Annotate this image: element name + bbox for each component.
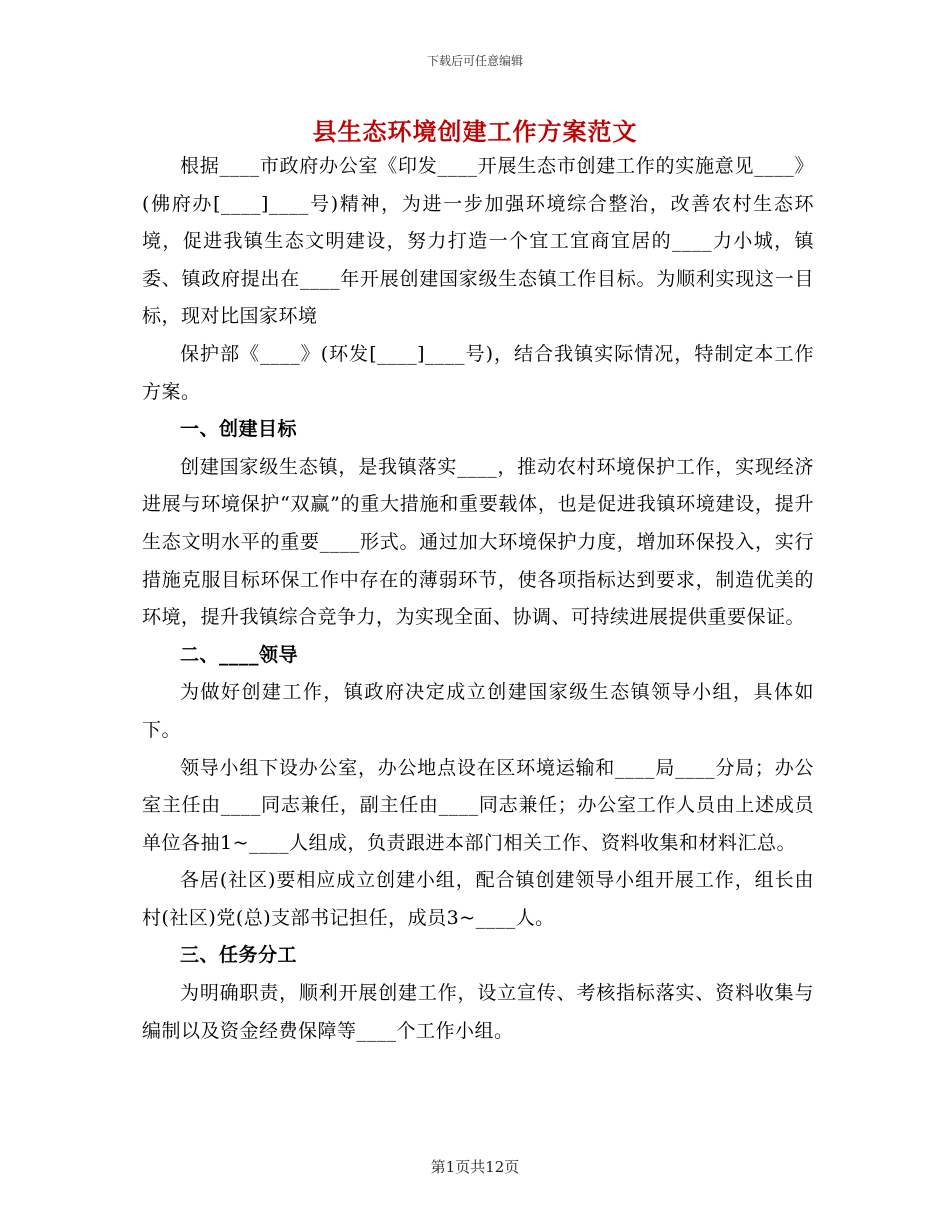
- section-tasks-paragraph-1: 为明确职责，顺利开展创建工作，设立宣传、考核指标落实、资料收集与编制以及资金经费保障等____个工作小组。: [142, 982, 814, 1042]
- document-title: 县生态环境创建工作方案范文: [312, 117, 638, 146]
- section-heading-tasks: 三、任务分工: [180, 944, 298, 967]
- intro-paragraph-1: 根据____市政府办公室《印发____开展生态市创建工作的实施意见____》(佛府办[____]____号)精神，为进一步加强环境综合整治，改善农村生态环境，促进我镇生态文明建设，努力打造一个宜工宜商宜居的____力小城，镇委、镇政府提出在____年开展创建国家级生态镇工作目标。为顺利实现这一目标，现对比国家环境: [142, 155, 814, 328]
- page-footer: 第1页共12页: [430, 1158, 520, 1176]
- section-heading-leadership: 二、____领导: [180, 643, 299, 666]
- section-heading-goal: 一、创建目标: [180, 418, 298, 441]
- section-leadership-paragraph-1: 为做好创建工作，镇政府决定成立创建国家级生态镇领导小组，具体如下。: [142, 681, 814, 741]
- intro-paragraph-2: 保护部《____》(环发[____]____号)，结合我镇实际情况，特制定本工作方案。: [142, 342, 814, 403]
- document-body: [142, 148, 814, 1050]
- header-note: 下载后可任意编辑: [426, 54, 523, 68]
- section-leadership-paragraph-3: 各居(社区)要相应成立创建小组，配合镇创建领导小组开展工作，组长由村(社区)党(总)支部书记担任，成员3~____人。: [142, 869, 814, 929]
- section-goal-paragraph-1: 创建国家级生态镇，是我镇落实____，推动农村环境保护工作，实现经济进展与环境保护“双赢”的重大措施和重要载体，也是促进我镇环境建设，提升生态文明水平的重要____形式。通过加大环境保护力度，增加环保投入，实行措施克服目标环保工作中存在的薄弱环节，使各项指标达到要求，制造优美的环境，提升我镇综合竞争力，为实现全面、协调、可持续进展提供重要保证。: [142, 455, 814, 629]
- section-leadership-paragraph-2: 领导小组下设办公室，办公地点设在区环境运输和____局____分局；办公室主任由____同志兼任，副主任由____同志兼任；办公室工作人员由上述成员单位各抽1~____人组成，负责跟进本部门相关工作、资料收集和材料汇总。: [142, 756, 814, 854]
